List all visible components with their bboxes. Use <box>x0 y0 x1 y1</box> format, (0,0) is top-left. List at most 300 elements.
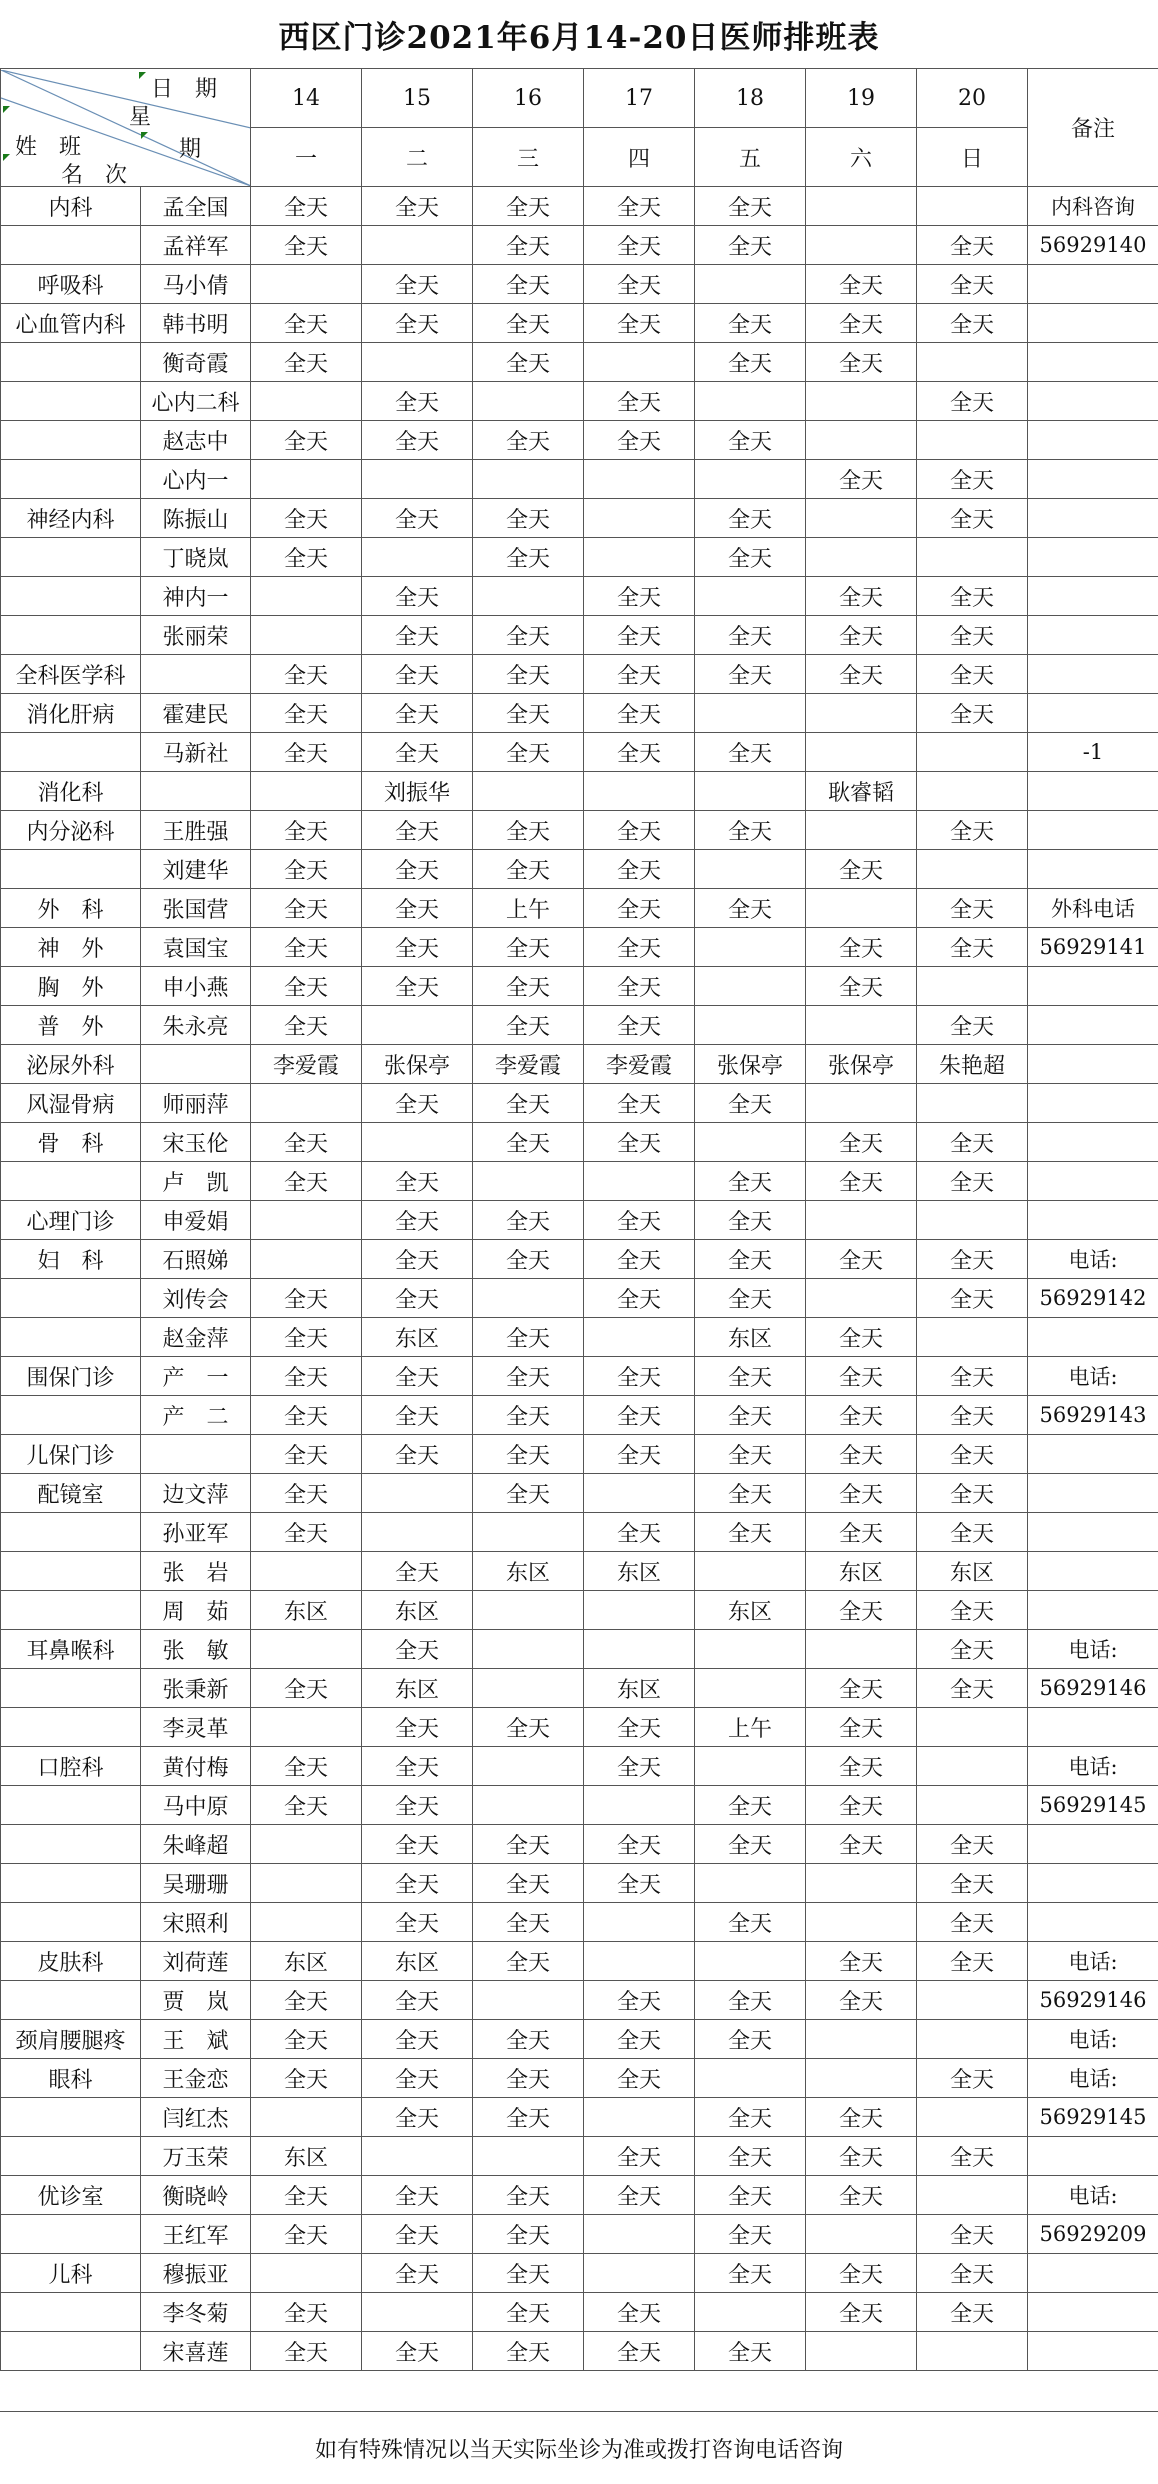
shift-cell: 全天 <box>917 1357 1028 1396</box>
shift-cell <box>251 1864 362 1903</box>
shift-cell: 全天 <box>806 1474 917 1513</box>
shift-cell <box>473 1630 584 1669</box>
shift-cell: 全天 <box>362 421 473 460</box>
weekday-cell: 日 <box>917 128 1028 187</box>
shift-cell <box>695 577 806 616</box>
table-row <box>1 1318 1158 1357</box>
shift-cell <box>584 499 695 538</box>
note-cell: 电话: <box>1028 1357 1158 1396</box>
shift-cell: 全天 <box>362 1981 473 2020</box>
doctor-name-cell <box>141 655 251 694</box>
shift-cell: 全天 <box>251 1474 362 1513</box>
dept-cell: 耳鼻喉科 <box>1 1630 141 1669</box>
shift-cell: 全天 <box>251 1279 362 1318</box>
note-cell <box>1028 2137 1158 2176</box>
shift-cell <box>695 382 806 421</box>
shift-cell <box>584 1942 695 1981</box>
shift-cell: 全天 <box>362 2254 473 2293</box>
shift-cell: 李爱霞 <box>473 1045 584 1084</box>
shift-cell: 全天 <box>806 850 917 889</box>
doctor-name-cell: 张秉新 <box>141 1669 251 1708</box>
shift-cell <box>806 1630 917 1669</box>
shift-cell: 全天 <box>362 265 473 304</box>
shift-cell: 全天 <box>917 226 1028 265</box>
note-header: 备注 <box>1028 69 1158 187</box>
table-row <box>1 265 1158 304</box>
shift-cell: 全天 <box>695 2215 806 2254</box>
shift-cell: 全天 <box>251 1513 362 1552</box>
doctor-name-cell: 宋喜莲 <box>141 2332 251 2371</box>
shift-cell: 全天 <box>695 655 806 694</box>
shift-cell: 全天 <box>362 1435 473 1474</box>
dept-cell <box>1 2215 141 2254</box>
shift-cell <box>362 1474 473 1513</box>
note-cell <box>1028 1123 1158 1162</box>
shift-cell: 全天 <box>473 499 584 538</box>
shift-cell: 全天 <box>362 2176 473 2215</box>
doctor-name-cell: 孟祥军 <box>141 226 251 265</box>
table-row <box>1 2137 1158 2176</box>
shift-cell: 全天 <box>584 616 695 655</box>
shift-cell: 全天 <box>251 850 362 889</box>
note-cell <box>1028 967 1158 1006</box>
note-cell <box>1028 1513 1158 1552</box>
table-row <box>1 2059 1158 2098</box>
shift-cell: 全天 <box>584 850 695 889</box>
note-cell <box>1028 1825 1158 1864</box>
shift-cell: 全天 <box>917 1162 1028 1201</box>
shift-cell: 全天 <box>473 616 584 655</box>
note-cell <box>1028 2254 1158 2293</box>
schedule-body <box>1 69 1158 2371</box>
shift-cell: 全天 <box>362 577 473 616</box>
dept-cell <box>1 1981 141 2020</box>
doctor-name-cell: 朱永亮 <box>141 1006 251 1045</box>
shift-cell: 全天 <box>917 1279 1028 1318</box>
shift-cell <box>695 694 806 733</box>
shift-cell: 全天 <box>251 343 362 382</box>
shift-cell: 全天 <box>584 1396 695 1435</box>
doctor-name-cell: 产 二 <box>141 1396 251 1435</box>
doctor-name-cell: 师丽萍 <box>141 1084 251 1123</box>
note-cell: 56929146 <box>1028 1669 1158 1708</box>
shift-cell: 全天 <box>251 1786 362 1825</box>
table-row <box>1 967 1158 1006</box>
shift-cell: 全天 <box>473 2020 584 2059</box>
dept-cell: 全科医学科 <box>1 655 141 694</box>
date-cell: 20 <box>917 69 1028 128</box>
shift-cell: 张保亭 <box>362 1045 473 1084</box>
shift-cell: 全天 <box>695 2176 806 2215</box>
shift-cell <box>584 1903 695 1942</box>
shift-cell: 全天 <box>584 928 695 967</box>
weekday-cell: 六 <box>806 128 917 187</box>
shift-cell <box>806 187 917 226</box>
doctor-name-cell: 周 茹 <box>141 1591 251 1630</box>
shift-cell <box>584 1591 695 1630</box>
shift-cell: 全天 <box>917 1396 1028 1435</box>
doctor-name-cell: 张国营 <box>141 889 251 928</box>
shift-cell: 全天 <box>917 2137 1028 2176</box>
shift-cell: 全天 <box>695 2137 806 2176</box>
shift-cell: 全天 <box>251 2293 362 2332</box>
dept-cell <box>1 226 141 265</box>
shift-cell: 全天 <box>473 850 584 889</box>
shift-cell: 全天 <box>806 1162 917 1201</box>
shift-cell: 全天 <box>584 967 695 1006</box>
shift-cell <box>695 265 806 304</box>
doctor-name-cell: 吴珊珊 <box>141 1864 251 1903</box>
note-cell <box>1028 2293 1158 2332</box>
shift-cell: 全天 <box>917 655 1028 694</box>
doctor-name-cell: 卢 凯 <box>141 1162 251 1201</box>
note-cell <box>1028 1474 1158 1513</box>
shift-cell <box>473 460 584 499</box>
shift-cell: 全天 <box>806 1747 917 1786</box>
date-cell: 18 <box>695 69 806 128</box>
note-cell: 电话: <box>1028 2176 1158 2215</box>
shift-cell: 全天 <box>473 655 584 694</box>
shift-cell <box>917 1981 1028 2020</box>
shift-cell: 全天 <box>251 1357 362 1396</box>
shift-cell <box>695 1864 806 1903</box>
shift-cell: 全天 <box>584 1864 695 1903</box>
shift-cell: 全天 <box>695 1240 806 1279</box>
shift-cell: 刘振华 <box>362 772 473 811</box>
shift-cell: 全天 <box>695 2332 806 2371</box>
shift-cell: 全天 <box>917 694 1028 733</box>
page-title: 西区门诊2021年6月14-20日医师排班表 <box>0 0 1158 69</box>
shift-cell: 全天 <box>362 382 473 421</box>
shift-cell <box>251 1240 362 1279</box>
shift-cell: 全天 <box>806 343 917 382</box>
table-row <box>1 1708 1158 1747</box>
doctor-name-cell: 申小燕 <box>141 967 251 1006</box>
shift-cell <box>695 772 806 811</box>
note-cell <box>1028 538 1158 577</box>
shift-cell <box>806 2020 917 2059</box>
doctor-name-cell: 黄付梅 <box>141 1747 251 1786</box>
dept-cell: 呼吸科 <box>1 265 141 304</box>
shift-cell: 全天 <box>584 1435 695 1474</box>
shift-cell <box>806 811 917 850</box>
shift-cell: 全天 <box>473 1084 584 1123</box>
table-row <box>1 2254 1158 2293</box>
dept-cell: 心血管内科 <box>1 304 141 343</box>
doctor-name-cell: 宋玉伦 <box>141 1123 251 1162</box>
dept-cell <box>1 616 141 655</box>
weekday-cell: 一 <box>251 128 362 187</box>
shift-cell: 全天 <box>917 2293 1028 2332</box>
dept-cell <box>1 1396 141 1435</box>
doctor-name-cell: 申爱娟 <box>141 1201 251 1240</box>
shift-cell: 全天 <box>806 1981 917 2020</box>
dept-cell <box>1 2332 141 2371</box>
shift-cell: 全天 <box>584 694 695 733</box>
shift-cell: 全天 <box>362 2332 473 2371</box>
doctor-name-cell: 王金恋 <box>141 2059 251 2098</box>
dept-cell: 皮肤科 <box>1 1942 141 1981</box>
dept-cell <box>1 343 141 382</box>
shift-cell: 全天 <box>917 1513 1028 1552</box>
shift-cell: 全天 <box>806 1240 917 1279</box>
dept-cell: 妇 科 <box>1 1240 141 1279</box>
shift-cell <box>473 1786 584 1825</box>
shift-cell <box>251 1084 362 1123</box>
shift-cell: 全天 <box>917 2254 1028 2293</box>
doctor-name-cell: 产 一 <box>141 1357 251 1396</box>
doctor-name-cell: 万玉荣 <box>141 2137 251 2176</box>
shift-cell: 全天 <box>806 1318 917 1357</box>
shift-cell: 全天 <box>584 1708 695 1747</box>
shift-cell <box>695 2059 806 2098</box>
note-cell <box>1028 577 1158 616</box>
doctor-name-cell: 袁国宝 <box>141 928 251 967</box>
table-row <box>1 1903 1158 1942</box>
shift-cell <box>806 538 917 577</box>
shift-cell: 东区 <box>251 2137 362 2176</box>
table-row <box>1 1942 1158 1981</box>
doctor-name-cell: 孙亚军 <box>141 1513 251 1552</box>
shift-cell: 全天 <box>917 1864 1028 1903</box>
shift-cell <box>473 1279 584 1318</box>
doctor-name-cell: 马中原 <box>141 1786 251 1825</box>
shift-cell: 张保亭 <box>806 1045 917 1084</box>
shift-cell: 上午 <box>695 1708 806 1747</box>
note-cell <box>1028 1084 1158 1123</box>
shift-cell: 全天 <box>806 2176 917 2215</box>
shift-cell: 全天 <box>251 2332 362 2371</box>
shift-cell: 全天 <box>584 1240 695 1279</box>
shift-cell <box>806 694 917 733</box>
shift-cell: 全天 <box>917 1825 1028 1864</box>
shift-cell: 全天 <box>806 1669 917 1708</box>
note-cell <box>1028 811 1158 850</box>
shift-cell: 全天 <box>917 460 1028 499</box>
shift-cell <box>695 460 806 499</box>
table-row <box>1 1591 1158 1630</box>
doctor-name-cell <box>141 1435 251 1474</box>
shift-cell: 东区 <box>362 1591 473 1630</box>
shift-cell: 全天 <box>251 889 362 928</box>
shift-cell: 全天 <box>362 1630 473 1669</box>
shift-cell <box>251 1201 362 1240</box>
dept-cell <box>1 382 141 421</box>
shift-cell: 全天 <box>251 1747 362 1786</box>
corner-marker <box>139 72 146 79</box>
shift-cell <box>473 1981 584 2020</box>
doctor-name-cell: 张 岩 <box>141 1552 251 1591</box>
shift-cell: 东区 <box>251 1591 362 1630</box>
dept-cell <box>1 1669 141 1708</box>
shift-cell: 全天 <box>695 1396 806 1435</box>
shift-cell <box>806 226 917 265</box>
shift-cell: 全天 <box>251 733 362 772</box>
shift-cell <box>362 226 473 265</box>
shift-cell <box>584 2215 695 2254</box>
note-cell <box>1028 616 1158 655</box>
shift-cell: 全天 <box>362 2020 473 2059</box>
note-cell <box>1028 2332 1158 2371</box>
shift-cell: 全天 <box>584 2176 695 2215</box>
shift-cell <box>695 928 806 967</box>
shift-cell: 全天 <box>584 304 695 343</box>
note-cell <box>1028 382 1158 421</box>
shift-cell: 全天 <box>473 2332 584 2371</box>
dept-cell: 神经内科 <box>1 499 141 538</box>
shift-cell: 全天 <box>473 733 584 772</box>
shift-cell: 全天 <box>251 538 362 577</box>
shift-cell <box>806 499 917 538</box>
dept-cell <box>1 538 141 577</box>
note-cell: -1 <box>1028 733 1158 772</box>
shift-cell: 全天 <box>695 889 806 928</box>
shift-cell <box>917 967 1028 1006</box>
doctor-name-cell: 刘传会 <box>141 1279 251 1318</box>
shift-cell: 全天 <box>806 460 917 499</box>
shift-cell: 全天 <box>695 616 806 655</box>
dept-cell <box>1 1591 141 1630</box>
note-cell: 电话: <box>1028 2020 1158 2059</box>
shift-cell: 全天 <box>362 1240 473 1279</box>
note-cell: 电话: <box>1028 1942 1158 1981</box>
shift-cell: 全天 <box>695 1474 806 1513</box>
shift-cell: 全天 <box>695 1435 806 1474</box>
shift-cell: 东区 <box>584 1669 695 1708</box>
shift-cell <box>473 2137 584 2176</box>
shift-cell: 全天 <box>917 577 1028 616</box>
table-row <box>1 2332 1158 2371</box>
note-cell: 电话: <box>1028 1747 1158 1786</box>
shift-cell <box>251 577 362 616</box>
doctor-name-cell: 刘建华 <box>141 850 251 889</box>
table-row <box>1 304 1158 343</box>
shift-cell <box>251 1708 362 1747</box>
shift-cell: 全天 <box>362 655 473 694</box>
dept-cell <box>1 1318 141 1357</box>
shift-cell: 全天 <box>251 1396 362 1435</box>
shift-cell: 全天 <box>251 2215 362 2254</box>
dept-cell: 消化肝病 <box>1 694 141 733</box>
shift-cell: 全天 <box>473 226 584 265</box>
shift-cell <box>473 577 584 616</box>
table-row <box>1 343 1158 382</box>
shift-cell: 全天 <box>806 1591 917 1630</box>
shift-cell <box>695 2293 806 2332</box>
shift-cell <box>362 343 473 382</box>
shift-cell: 全天 <box>584 655 695 694</box>
shift-cell: 全天 <box>584 187 695 226</box>
shift-cell: 全天 <box>473 2215 584 2254</box>
shift-cell: 全天 <box>362 1552 473 1591</box>
shift-cell: 全天 <box>473 1864 584 1903</box>
shift-cell: 东区 <box>917 1552 1028 1591</box>
doctor-name-cell: 衡晓岭 <box>141 2176 251 2215</box>
doctor-name-cell <box>141 1045 251 1084</box>
shift-cell: 全天 <box>362 1279 473 1318</box>
shift-cell: 全天 <box>473 1318 584 1357</box>
shift-cell: 全天 <box>473 928 584 967</box>
shift-cell: 全天 <box>917 1435 1028 1474</box>
shift-cell <box>695 1669 806 1708</box>
shift-cell: 全天 <box>695 1279 806 1318</box>
shift-cell <box>584 460 695 499</box>
shift-cell <box>806 382 917 421</box>
table-row <box>1 2176 1158 2215</box>
table-row <box>1 1786 1158 1825</box>
note-cell <box>1028 343 1158 382</box>
weekday-cell: 五 <box>695 128 806 187</box>
header-corner <box>1 69 251 187</box>
table-row <box>1 1201 1158 1240</box>
doctor-name-cell: 刘荷莲 <box>141 1942 251 1981</box>
shift-cell: 全天 <box>251 1006 362 1045</box>
shift-cell: 全天 <box>584 733 695 772</box>
shift-cell: 全天 <box>473 2176 584 2215</box>
shift-cell: 全天 <box>362 811 473 850</box>
doctor-name-cell: 心内一 <box>141 460 251 499</box>
shift-cell: 全天 <box>695 1903 806 1942</box>
note-cell <box>1028 1435 1158 1474</box>
shift-cell: 全天 <box>806 1786 917 1825</box>
table-row <box>1 1240 1158 1279</box>
shift-cell: 全天 <box>362 1825 473 1864</box>
shift-cell: 东区 <box>362 1318 473 1357</box>
shift-cell: 全天 <box>917 265 1028 304</box>
note-cell <box>1028 694 1158 733</box>
doctor-name-cell: 李冬菊 <box>141 2293 251 2332</box>
dept-cell <box>1 577 141 616</box>
table-row <box>1 2293 1158 2332</box>
table-row <box>1 1864 1158 1903</box>
shift-cell: 全天 <box>362 1396 473 1435</box>
dept-cell: 外 科 <box>1 889 141 928</box>
table-row <box>1 850 1158 889</box>
dept-cell: 优诊室 <box>1 2176 141 2215</box>
shift-cell <box>695 1630 806 1669</box>
shift-cell <box>362 1123 473 1162</box>
note-cell: 电话: <box>1028 2059 1158 2098</box>
doctor-name-cell: 王胜强 <box>141 811 251 850</box>
date-cell: 15 <box>362 69 473 128</box>
shift-cell: 耿睿韬 <box>806 772 917 811</box>
dept-cell: 颈肩腰腿疼 <box>1 2020 141 2059</box>
shift-cell <box>806 2059 917 2098</box>
dept-cell: 风湿骨病 <box>1 1084 141 1123</box>
shift-cell: 全天 <box>584 1747 695 1786</box>
dept-cell: 胸 外 <box>1 967 141 1006</box>
corner-marker <box>141 132 148 139</box>
shift-cell: 全天 <box>362 1708 473 1747</box>
shift-cell: 全天 <box>251 2176 362 2215</box>
shift-cell: 全天 <box>251 2020 362 2059</box>
note-cell: 56929209 <box>1028 2215 1158 2254</box>
shift-cell: 李爱霞 <box>251 1045 362 1084</box>
shift-cell: 全天 <box>584 1981 695 2020</box>
shift-cell <box>251 1825 362 1864</box>
doctor-name-cell: 王 斌 <box>141 2020 251 2059</box>
shift-cell: 全天 <box>695 1357 806 1396</box>
note-cell: 外科电话 <box>1028 889 1158 928</box>
shift-cell: 全天 <box>584 889 695 928</box>
shift-cell <box>473 772 584 811</box>
shift-cell <box>917 1786 1028 1825</box>
shift-cell: 全天 <box>806 2254 917 2293</box>
shift-cell <box>695 967 806 1006</box>
shift-cell: 全天 <box>695 2098 806 2137</box>
shift-cell: 全天 <box>917 889 1028 928</box>
shift-cell: 全天 <box>806 967 917 1006</box>
